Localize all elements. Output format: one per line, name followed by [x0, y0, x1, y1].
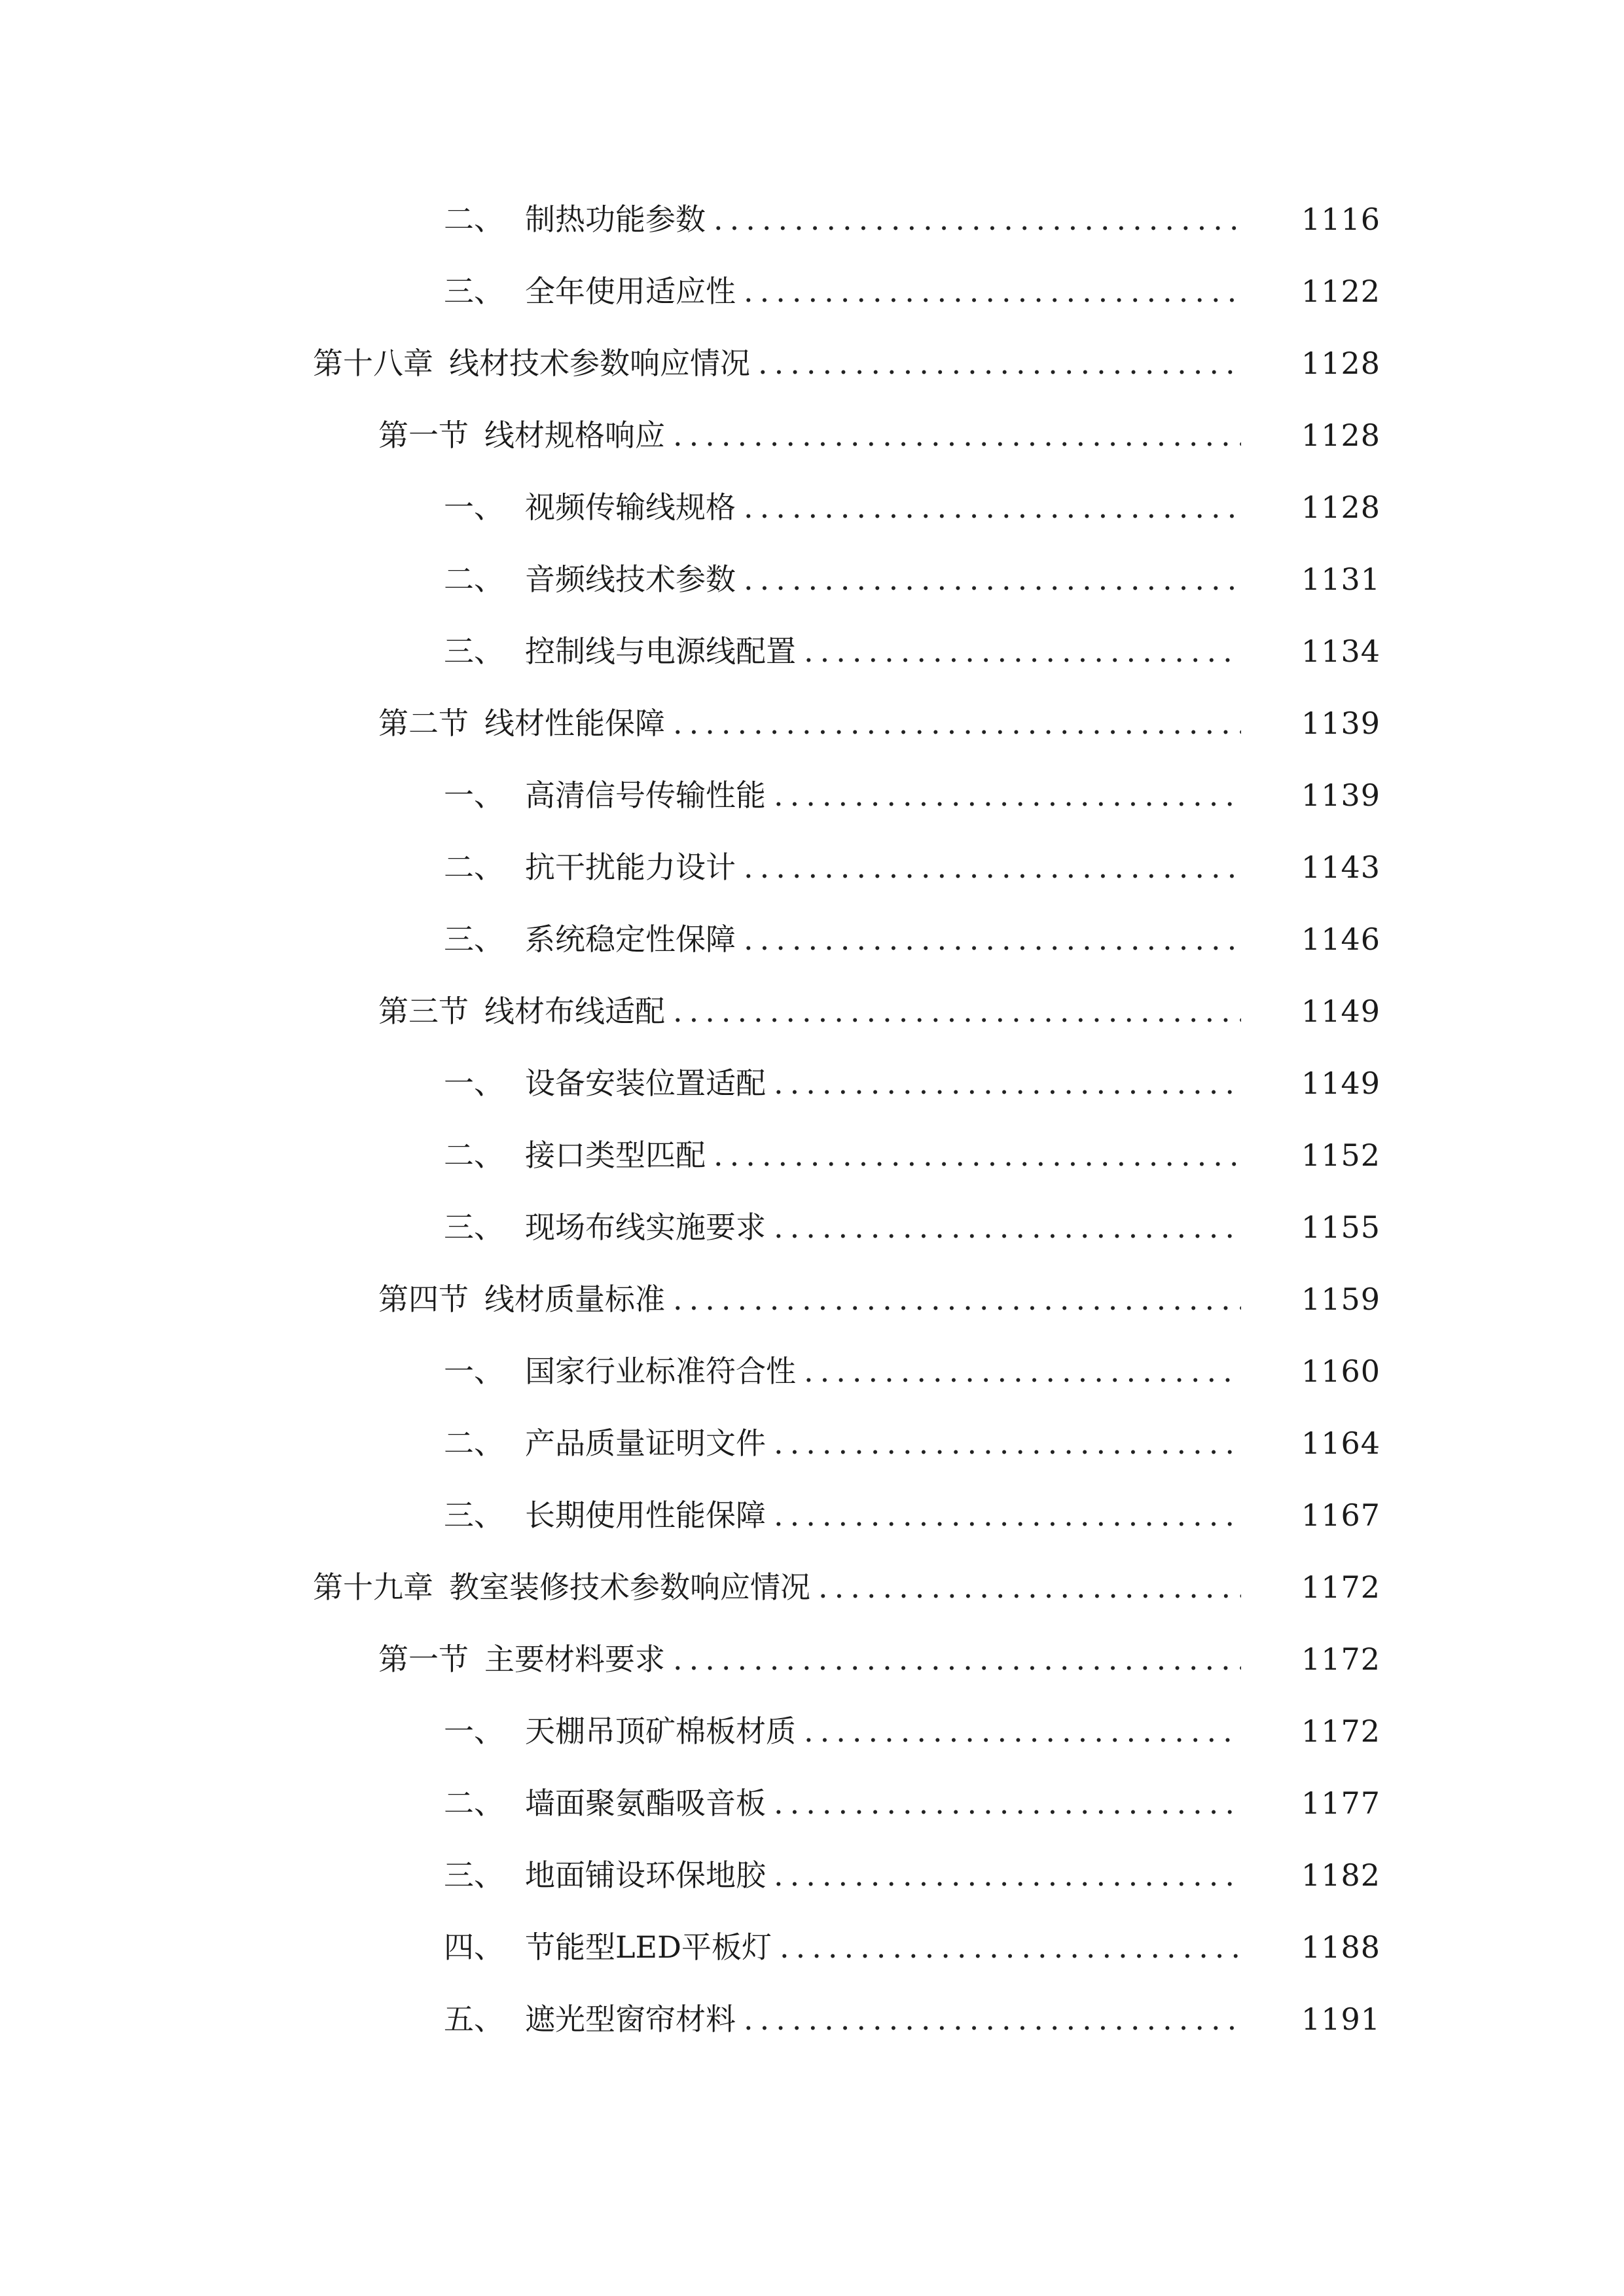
- toc-entry-number: 三、: [444, 924, 504, 954]
- toc-entry-page: 1128: [1301, 490, 1380, 525]
- toc-entry-text: [378, 708, 1241, 738]
- toc-entry-number: 二、: [444, 564, 504, 594]
- toc-entry-title[interactable]: 节能型LED平板灯: [525, 1932, 772, 1962]
- toc-entry[interactable]: [0, 183, 1624, 255]
- toc-entry[interactable]: [0, 1047, 1624, 1119]
- toc-entry-text: [444, 1500, 1241, 1530]
- dot-leader: [713, 1140, 1241, 1170]
- toc-entry-text: [313, 348, 1241, 378]
- toc-entry[interactable]: [0, 1479, 1624, 1551]
- toc-entry-text: [444, 1860, 1241, 1890]
- toc-entry-page: 1116: [1301, 202, 1380, 237]
- dot-leader: [780, 1932, 1241, 1962]
- toc-entry-number: 第十九章: [313, 1572, 433, 1602]
- dot-leader: [774, 1500, 1241, 1530]
- toc-entry-page: 1177: [1301, 1785, 1380, 1821]
- toc-entry-text: [378, 420, 1241, 450]
- toc-entry[interactable]: [0, 1911, 1624, 1983]
- toc-entry-title[interactable]: 接口类型匹配: [525, 1140, 706, 1170]
- dot-leader: [673, 1284, 1241, 1314]
- toc-entry-text: [444, 1788, 1241, 1818]
- toc-entry-text: [444, 492, 1241, 522]
- toc-entry-chapter[interactable]: [0, 1551, 1624, 1623]
- dot-leader: [758, 348, 1241, 378]
- toc-entry-number: 二、: [444, 852, 504, 882]
- toc-entry-text: [444, 1068, 1241, 1098]
- dot-leader: [744, 2004, 1241, 2034]
- dot-leader: [744, 492, 1241, 522]
- toc-entry-page: 1146: [1301, 922, 1380, 957]
- dot-leader: [673, 996, 1241, 1026]
- dot-leader: [673, 1644, 1241, 1674]
- toc-entry-text: [444, 564, 1241, 594]
- toc-entry-section[interactable]: [0, 687, 1624, 759]
- dot-leader: [713, 204, 1241, 234]
- dot-leader: [744, 924, 1241, 954]
- toc-entry-text: [378, 996, 1241, 1026]
- toc-entry-page: 1152: [1301, 1138, 1380, 1173]
- toc-entry-page: 1143: [1301, 850, 1380, 885]
- toc-entry-page: 1164: [1301, 1426, 1380, 1461]
- toc-entry-page: 1139: [1301, 706, 1380, 741]
- toc-entry[interactable]: [0, 255, 1624, 327]
- toc-entry-title[interactable]: 高清信号传输性能: [525, 780, 766, 810]
- toc-entry-number: 三、: [444, 636, 504, 666]
- toc-entry-title[interactable]: 现场布线实施要求: [525, 1212, 766, 1242]
- toc-entry-page: 1139: [1301, 778, 1380, 813]
- toc-entry-title[interactable]: 音频线技术参数: [525, 564, 736, 594]
- toc-entry-section[interactable]: [0, 1623, 1624, 1695]
- toc-entry-number: 一、: [444, 780, 504, 810]
- toc-entry-title[interactable]: 线材技术参数响应情况: [449, 348, 750, 378]
- dot-leader: [804, 1356, 1241, 1386]
- dot-leader: [744, 852, 1241, 882]
- toc-entry-title[interactable]: 产品质量证明文件: [525, 1428, 766, 1458]
- toc-entry-number: 第十八章: [313, 348, 433, 378]
- toc-entry-number: 二、: [444, 204, 504, 234]
- toc-entry-page: 1128: [1301, 346, 1380, 381]
- toc-entry-text: [444, 204, 1241, 234]
- dot-leader: [774, 1788, 1241, 1818]
- toc-entry-number: 四、: [444, 1932, 504, 1962]
- toc-entry-text: [378, 1644, 1241, 1674]
- toc-entry[interactable]: [0, 615, 1624, 687]
- toc-entry-number: 二、: [444, 1140, 504, 1170]
- toc-entry[interactable]: [0, 543, 1624, 615]
- toc-entry-text: [444, 852, 1241, 882]
- toc-entry-chapter[interactable]: [0, 327, 1624, 399]
- toc-entry[interactable]: [0, 831, 1624, 903]
- dot-leader: [818, 1572, 1241, 1602]
- toc-entry-title[interactable]: 控制线与电源线配置: [525, 636, 796, 666]
- toc-entry-page: 1122: [1301, 274, 1380, 309]
- toc-entry-text: [444, 636, 1241, 666]
- toc-entry-number: 三、: [444, 1860, 504, 1890]
- toc-entry[interactable]: [0, 471, 1624, 543]
- toc-entry-number: 二、: [444, 1788, 504, 1818]
- toc-entry-number: 一、: [444, 1068, 504, 1098]
- dot-leader: [774, 780, 1241, 810]
- toc-entry-number: 一、: [444, 1716, 504, 1746]
- dot-leader: [804, 636, 1241, 666]
- toc-entry-text: [444, 1356, 1241, 1386]
- toc-entry-number: 五、: [444, 2004, 504, 2034]
- toc-entry-title[interactable]: 系统稳定性保障: [525, 924, 736, 954]
- dot-leader: [774, 1212, 1241, 1242]
- toc-entry-title[interactable]: 设备安装位置适配: [525, 1068, 766, 1098]
- toc-entry-title[interactable]: 教室装修技术参数响应情况: [449, 1572, 810, 1602]
- toc-entry[interactable]: [0, 1335, 1624, 1407]
- toc-entry-page: 1172: [1301, 1570, 1380, 1605]
- toc-entry-text: [313, 1572, 1241, 1602]
- toc-entry-number: 第一节: [378, 1644, 469, 1674]
- toc-entry[interactable]: [0, 1983, 1624, 2055]
- toc-entry-page: 1160: [1301, 1354, 1380, 1389]
- toc-entry-page: 1159: [1301, 1282, 1380, 1317]
- toc-entry-title[interactable]: 线材性能保障: [484, 708, 665, 738]
- toc-entry-page: 1191: [1301, 2001, 1380, 2037]
- toc-entry-page: 1167: [1301, 1498, 1380, 1533]
- dot-leader: [744, 564, 1241, 594]
- table-of-contents: [0, 183, 1624, 2055]
- toc-entry-number: 三、: [444, 1212, 504, 1242]
- toc-entry-page: 1172: [1301, 1641, 1380, 1677]
- toc-entry[interactable]: [0, 1407, 1624, 1479]
- toc-entry-page: 1131: [1301, 562, 1380, 597]
- toc-entry-page: 1155: [1301, 1210, 1380, 1245]
- toc-entry-number: 三、: [444, 1500, 504, 1530]
- toc-entry[interactable]: [0, 759, 1624, 831]
- toc-entry-page: 1172: [1301, 1713, 1380, 1749]
- toc-entry[interactable]: [0, 1767, 1624, 1839]
- toc-entry-title[interactable]: 国家行业标准符合性: [525, 1356, 796, 1386]
- toc-entry-number: 第四节: [378, 1284, 469, 1314]
- toc-entry-number: 第二节: [378, 708, 469, 738]
- toc-entry-text: [444, 1212, 1241, 1242]
- toc-entry-title[interactable]: 线材规格响应: [484, 420, 665, 450]
- toc-entry-page: 1128: [1301, 418, 1380, 453]
- toc-entry[interactable]: [0, 1839, 1624, 1911]
- toc-entry-number: 三、: [444, 276, 504, 306]
- toc-entry-text: [444, 276, 1241, 306]
- dot-leader: [774, 1068, 1241, 1098]
- toc-entry-title[interactable]: 全年使用适应性: [525, 276, 736, 306]
- dot-leader: [774, 1428, 1241, 1458]
- toc-entry-text: [444, 1716, 1241, 1746]
- dot-leader: [744, 276, 1241, 306]
- toc-entry-title[interactable]: 主要材料要求: [484, 1644, 665, 1674]
- toc-entry-section[interactable]: [0, 975, 1624, 1047]
- toc-entry-text: [444, 924, 1241, 954]
- dot-leader: [673, 708, 1241, 738]
- toc-entry-section[interactable]: [0, 1263, 1624, 1335]
- toc-entry-title[interactable]: 抗干扰能力设计: [525, 852, 736, 882]
- toc-entry-title[interactable]: 墙面聚氨酯吸音板: [525, 1788, 766, 1818]
- toc-entry[interactable]: [0, 903, 1624, 975]
- toc-entry-title[interactable]: 天棚吊顶矿棉板材质: [525, 1716, 796, 1746]
- toc-entry-title[interactable]: 地面铺设环保地胶: [525, 1860, 766, 1890]
- toc-entry-text: [444, 1140, 1241, 1170]
- toc-entry-number: 一、: [444, 492, 504, 522]
- toc-entry-text: [378, 1284, 1241, 1314]
- toc-entry-page: 1182: [1301, 1857, 1380, 1893]
- dot-leader: [673, 420, 1241, 450]
- toc-entry-title[interactable]: 线材质量标准: [484, 1284, 665, 1314]
- toc-entry-page: 1134: [1301, 634, 1380, 669]
- toc-entry[interactable]: [0, 1119, 1624, 1191]
- toc-entry-title[interactable]: 遮光型窗帘材料: [525, 2004, 736, 2034]
- toc-entry-page: 1188: [1301, 1929, 1380, 1965]
- toc-entry-number: 第三节: [378, 996, 469, 1026]
- toc-entry-title[interactable]: 视频传输线规格: [525, 492, 736, 522]
- toc-entry-text: [444, 1428, 1241, 1458]
- toc-entry-section[interactable]: [0, 399, 1624, 471]
- toc-entry[interactable]: [0, 1191, 1624, 1263]
- toc-entry-number: 二、: [444, 1428, 504, 1458]
- toc-entry-title[interactable]: 长期使用性能保障: [525, 1500, 766, 1530]
- toc-entry-text: [444, 2004, 1241, 2034]
- toc-entry-title[interactable]: 线材布线适配: [484, 996, 665, 1026]
- toc-entry-number: 第一节: [378, 420, 469, 450]
- toc-entry-number: 一、: [444, 1356, 504, 1386]
- toc-entry[interactable]: [0, 1695, 1624, 1767]
- toc-entry-title[interactable]: 制热功能参数: [525, 204, 706, 234]
- toc-entry-text: [444, 1932, 1241, 1962]
- dot-leader: [774, 1860, 1241, 1890]
- toc-entry-page: 1149: [1301, 994, 1380, 1029]
- dot-leader: [804, 1716, 1241, 1746]
- toc-entry-text: [444, 780, 1241, 810]
- toc-entry-page: 1149: [1301, 1066, 1380, 1101]
